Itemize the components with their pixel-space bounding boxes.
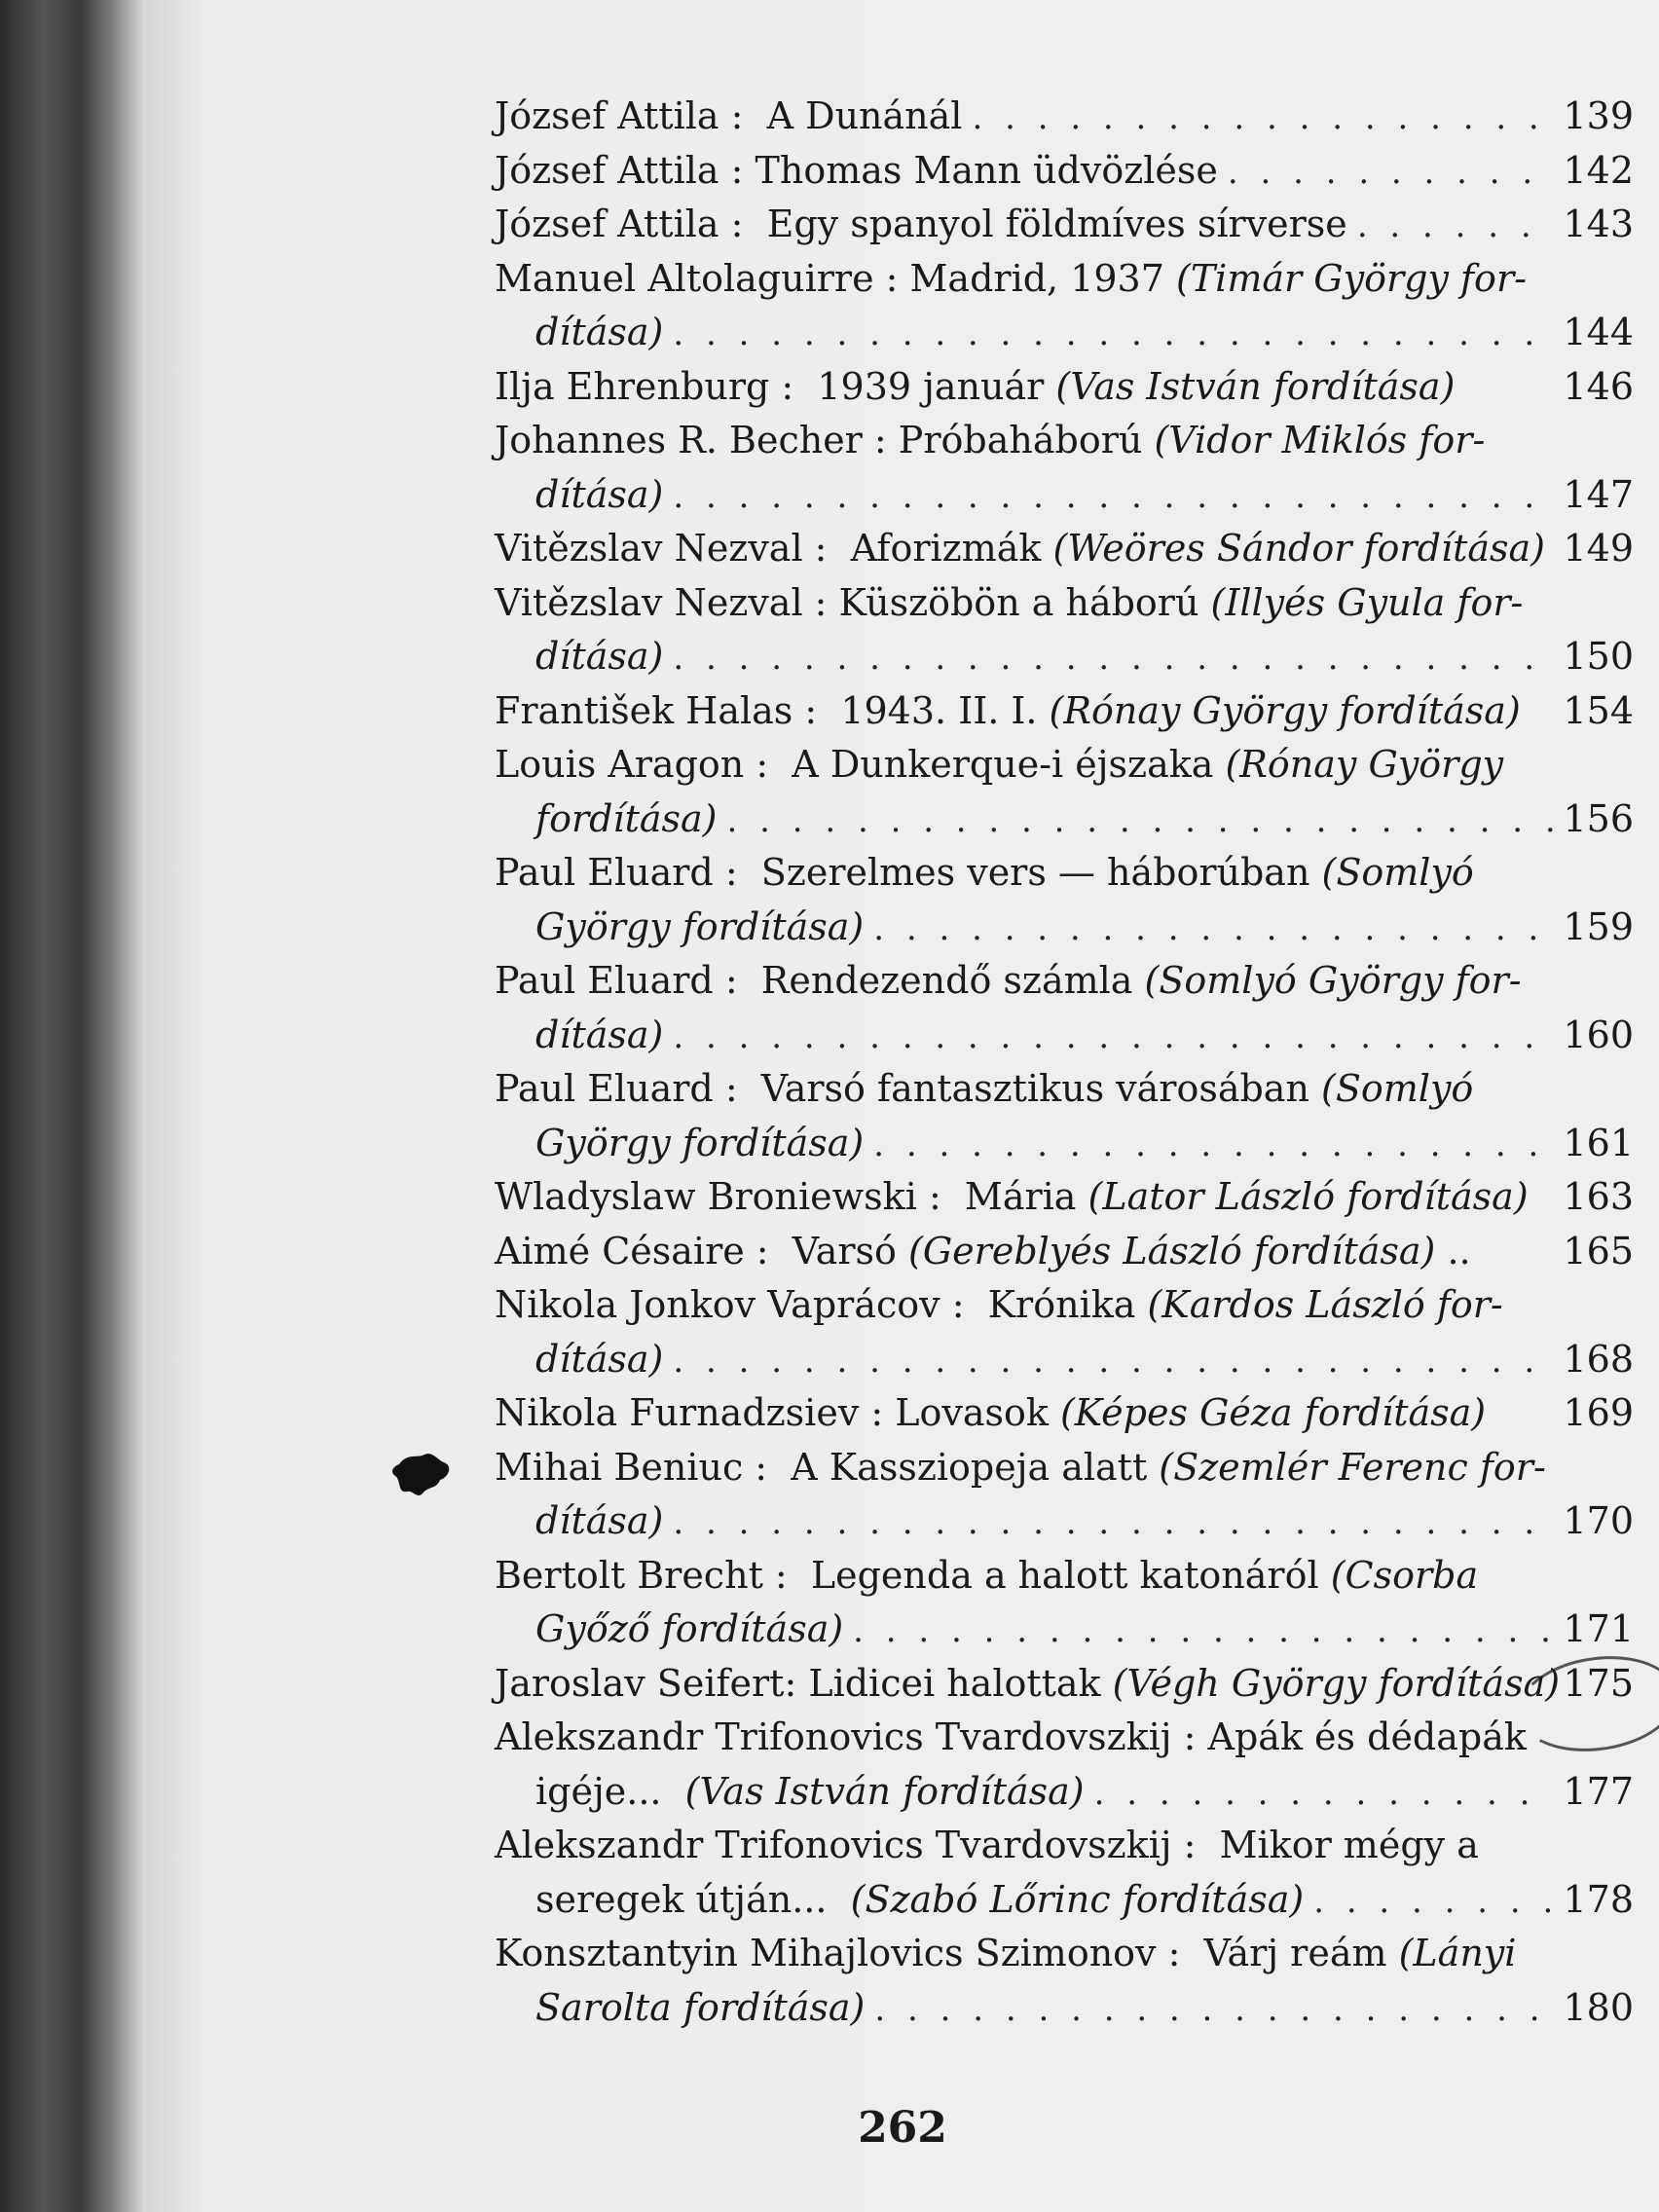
translator-credit: (Csorba [1330, 1553, 1479, 1597]
toc-line [495, 1765, 1634, 1820]
dot-leader [873, 903, 1555, 957]
dot-leader [1313, 1875, 1555, 1930]
toc-line [495, 1819, 1634, 1873]
toc-entry [495, 1170, 1634, 1225]
toc-entry [495, 1657, 1634, 1712]
toc-page-number: 139 [1563, 94, 1634, 137]
translator-credit: dítása) [535, 311, 664, 353]
translator-credit: Győző fordítása) [535, 1607, 844, 1650]
translator-credit: Sarolta fordítása) [535, 1985, 866, 2029]
toc-line [495, 954, 1634, 1009]
translator-credit: dítása) [535, 472, 664, 516]
toc-entry [495, 1062, 1634, 1170]
toc-line [495, 684, 1634, 739]
toc-entry [495, 684, 1634, 739]
toc-line [495, 576, 1634, 631]
toc-page-number: 171 [1563, 1607, 1634, 1650]
toc-entry [495, 1819, 1634, 1927]
author-title: Paul Eluard : Szerelmes vers — háborúban [495, 851, 1322, 894]
translator-credit: (Illyés Gyula for- [1210, 580, 1524, 624]
author-title: seregek útján... [535, 1877, 851, 1921]
translator-credit: György fordítása) [535, 904, 865, 948]
toc-line [495, 1927, 1634, 1981]
toc-line [495, 738, 1634, 793]
translator-credit: (Somlyó [1321, 1067, 1474, 1110]
toc-entry [495, 360, 1634, 415]
translator-credit: (Weöres Sándor fordítása) [1052, 527, 1545, 570]
toc-page-number: 175 [1563, 1661, 1634, 1705]
translator-credit: (Somlyó [1321, 851, 1474, 894]
toc-page-number: 156 [1563, 796, 1634, 840]
toc-line [495, 1333, 1634, 1387]
toc-page-number: 160 [1563, 1013, 1634, 1056]
toc-entry [495, 414, 1634, 522]
toc-entry [495, 522, 1634, 576]
author-title: Paul Eluard : Varsó fantasztikus városában [495, 1067, 1322, 1110]
dot-leader [972, 92, 1555, 146]
toc-page-number: 144 [1563, 311, 1634, 353]
toc-line [495, 198, 1634, 252]
author-title: Nikola Jonkov Vaprácov : Krónika [495, 1283, 1148, 1326]
toc-entry [495, 252, 1634, 360]
translator-credit: (Lator László fordítása) [1088, 1175, 1529, 1218]
toc-entry [495, 1549, 1634, 1657]
dot-leader [727, 794, 1556, 849]
toc-page-number: 161 [1563, 1121, 1634, 1164]
toc-line [495, 1873, 1634, 1928]
toc-page-number: 180 [1563, 1985, 1634, 2029]
author-title: Konsztantyin Mihajlovics Szimonov : Várj reám [495, 1932, 1399, 1974]
toc-line [495, 144, 1634, 199]
translator-credit: (Képes Géza fordítása) [1059, 1391, 1487, 1434]
dot-leader [1357, 200, 1556, 254]
toc-line [495, 252, 1634, 307]
dot-leader [673, 1496, 1555, 1551]
dot-leader [673, 1011, 1555, 1065]
author-title: Louis Aragon : A Dunkerque-i éjszaka [495, 743, 1226, 786]
toc-entry [495, 576, 1634, 684]
toc-line [495, 414, 1634, 468]
toc-page-number: 177 [1563, 1769, 1634, 1813]
dot-leader [673, 470, 1555, 525]
dot-leader [673, 308, 1555, 362]
translator-credit: dítása) [535, 1013, 664, 1056]
toc-entry [495, 1278, 1634, 1386]
toc-entry [495, 1386, 1634, 1441]
dot-leader [1094, 1767, 1556, 1822]
translator-credit: (Gereblyés László fordítása) [908, 1229, 1436, 1272]
translator-credit: György fordítása) [535, 1121, 865, 1164]
translator-credit: (Somlyó György for- [1144, 959, 1522, 1002]
translator-credit: (Vas István fordítása) [1055, 364, 1456, 408]
dot-leader [1228, 146, 1556, 201]
translator-credit: (Végh György fordítása) [1112, 1661, 1561, 1705]
author-title: Alekszandr Trifonovics Tvardovszkij : Apák és dédapák [495, 1715, 1527, 1758]
author-title: Johannes R. Becher : Próbaháború [495, 419, 1155, 461]
translator-credit: (Szemlér Ferenc for- [1159, 1445, 1546, 1489]
toc-line [495, 360, 1634, 415]
author-title: Mihai Beniuc : A Kassziopeja alatt [495, 1445, 1160, 1489]
toc-page-number: 168 [1563, 1337, 1634, 1381]
toc-entry [495, 1441, 1634, 1549]
toc-page-number: 149 [1563, 527, 1634, 570]
translator-credit: (Timár György for- [1176, 256, 1527, 300]
translator-credit: (Kardos László for- [1147, 1283, 1503, 1326]
translator-credit: (Lányi [1398, 1932, 1517, 1974]
toc-entry [495, 1927, 1634, 2035]
author-title: Wladyslaw Broniewski : Mária [495, 1175, 1088, 1218]
dot-leader [873, 1119, 1555, 1173]
author-title: József Attila : Egy spanyol földmíves sírverse [495, 203, 1347, 245]
toc-line [495, 1117, 1634, 1171]
toc-entry [495, 846, 1634, 954]
toc-page-number: 178 [1563, 1877, 1634, 1921]
book-page [146, 0, 1659, 2212]
toc-entry [495, 1711, 1634, 1819]
toc-line [495, 1981, 1634, 2036]
toc-page-number: 147 [1563, 472, 1634, 516]
toc-entry [495, 954, 1634, 1062]
toc-line [495, 1225, 1634, 1279]
translator-credit: dítása) [535, 635, 664, 678]
translator-credit: (Rónay György fordítása) [1049, 688, 1521, 732]
toc-line [495, 1009, 1634, 1063]
toc-line [495, 1657, 1634, 1712]
toc-line [495, 522, 1634, 576]
toc-line [495, 1170, 1634, 1225]
author-title: József Attila : A Dunánál [495, 94, 963, 137]
translator-credit: fordítása) [535, 796, 718, 840]
book-spine-shadow [0, 0, 146, 2212]
toc-page-number: 142 [1563, 148, 1634, 192]
toc-page-number: 150 [1563, 635, 1634, 678]
toc-entry [495, 1225, 1634, 1279]
toc-page-number: 154 [1563, 688, 1634, 732]
toc-entry [495, 90, 1634, 144]
toc-line [495, 468, 1634, 523]
author-title: Vitězslav Nezval : Küszöbön a háború [495, 580, 1211, 624]
toc-line [495, 793, 1634, 847]
author-title: József Attila : Thomas Mann üdvözlése [495, 148, 1218, 192]
author-title: .. [1435, 1229, 1471, 1272]
author-title: Manuel Altolaguirre : Madrid, 1937 [495, 256, 1176, 300]
toc-line [495, 1494, 1634, 1549]
translator-credit: (Rónay György [1225, 743, 1504, 786]
toc-line [495, 1062, 1634, 1117]
translator-credit: (Vas István fordítása) [684, 1769, 1085, 1813]
ink-stain [389, 1451, 458, 1505]
toc-page-number: 143 [1563, 203, 1634, 245]
author-title: Bertolt Brecht : Legenda a halott katonáról [495, 1553, 1331, 1597]
dot-leader [874, 1983, 1555, 2038]
translator-credit: (Vidor Miklós for- [1154, 419, 1486, 461]
toc-page-number: 159 [1563, 904, 1634, 948]
author-title: igéje... [535, 1769, 685, 1813]
dot-leader [673, 1335, 1555, 1389]
author-title: František Halas : 1943. II. I. [495, 688, 1050, 732]
toc-line [495, 1711, 1634, 1765]
toc-line [495, 630, 1634, 684]
author-title: Alekszandr Trifonovics Tvardovszkij : Mikor mégy a [495, 1824, 1479, 1866]
toc-line [495, 306, 1634, 360]
toc-line [495, 90, 1634, 144]
toc-line [495, 1278, 1634, 1333]
translator-credit: dítása) [535, 1499, 664, 1542]
toc-line [495, 1386, 1634, 1441]
toc-entry [495, 738, 1634, 846]
toc-line [495, 846, 1634, 901]
toc-line [495, 1603, 1634, 1657]
toc-page-number: 146 [1563, 364, 1634, 408]
folio-page-number: 262 [858, 2103, 947, 2153]
author-title: Vitězslav Nezval : Aforizmák [495, 527, 1053, 570]
table-of-contents [495, 90, 1634, 2035]
toc-entry [495, 144, 1634, 199]
toc-page-number: 170 [1563, 1499, 1634, 1542]
author-title: Aimé Césaire : Varsó [495, 1229, 908, 1272]
author-title: Jaroslav Seifert: Lidicei halottak [495, 1661, 1113, 1705]
toc-page-number: 169 [1563, 1391, 1634, 1434]
author-title: Paul Eluard : Rendezendő számla [495, 959, 1145, 1002]
toc-page-number: 163 [1563, 1175, 1634, 1218]
toc-line [495, 1441, 1634, 1495]
author-title: Ilja Ehrenburg : 1939 január [495, 364, 1056, 408]
translator-credit: dítása) [535, 1337, 664, 1381]
toc-page-number: 165 [1563, 1229, 1634, 1272]
dot-leader [853, 1604, 1555, 1659]
toc-line [495, 1549, 1634, 1604]
author-title: Nikola Furnadzsiev : Lovasok [495, 1391, 1060, 1434]
toc-entry [495, 198, 1634, 252]
toc-line [495, 901, 1634, 955]
dot-leader [673, 632, 1555, 686]
translator-credit: (Szabó Lőrinc fordítása) [850, 1877, 1305, 1921]
